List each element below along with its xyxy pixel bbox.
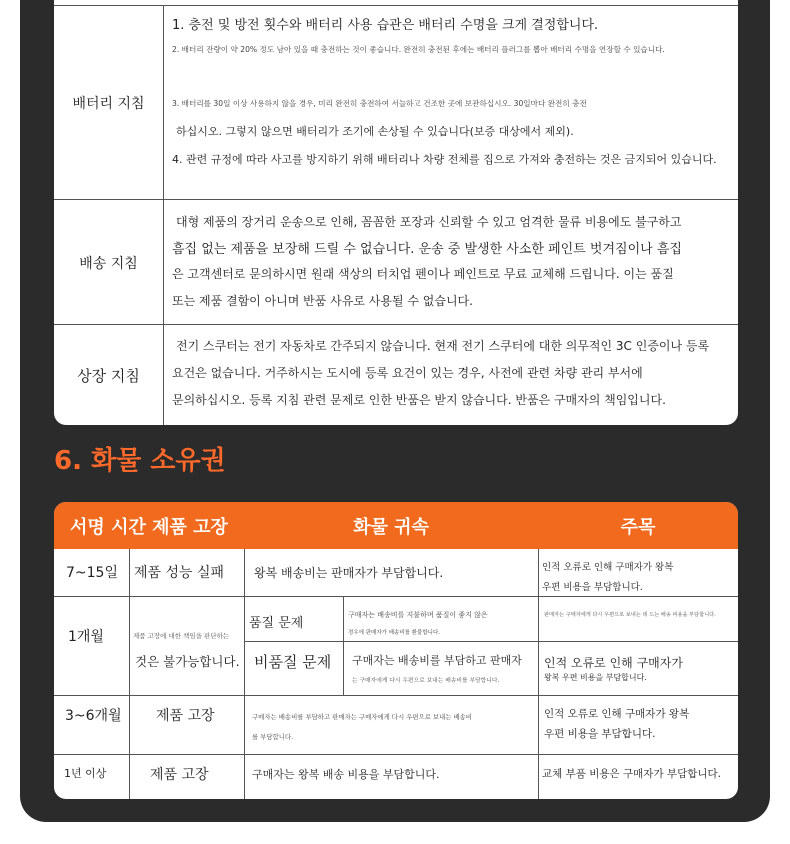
battery-guide-body [172, 6, 730, 200]
quality-text-line: 구매자는 배송비를 지불하며 품질이 좋지 않은 [348, 611, 488, 619]
nonquality-issue-subtext: 는 구매자에게 다시 우편으로 보내는 배송비를 부담합니다. [352, 678, 500, 684]
nonquality-issue-label: 비품질 문제 [254, 653, 332, 671]
license-guide-row [54, 324, 738, 425]
note-cell [544, 704, 689, 744]
nonquality-issue-text: 구매자는 배송비를 부담하고 판매자 [352, 654, 522, 667]
ownership-line: 를 부담합니다. [252, 733, 294, 741]
column-divider [244, 549, 245, 799]
license-line-2: 요건은 없습니다. 거주하시는 도시에 등록 요건이 있는 경우, 사전에 관련 차량 관리 부서에 [172, 366, 643, 380]
ownership-cell: 왕복 배송비는 판매자가 부담합니다. [254, 566, 444, 580]
note-cell [542, 558, 673, 598]
column-divider [129, 549, 130, 799]
condition-small-text: 제품 고장에 대한 책임을 판단하는 [133, 632, 230, 640]
shipping-guide-label: 배송 지침 [54, 200, 164, 325]
quality-note: 판매자는 구매자에게 다시 우편으로 보내는 데 드는 배송 비용을 부담합니다. [544, 612, 716, 618]
note-cell: 교체 부품 비용은 구매자가 부담합니다. [542, 768, 721, 780]
period-cell: 3~6개월 [65, 708, 122, 724]
battery-line-2: 2. 배터리 잔량이 약 20% 정도 남아 있을 때 충전하는 것이 좋습니다. 완전히 충전된 후에는 배터리 플러그를 뽑아 배터리 수명을 연장할 수 있습니다. [172, 45, 665, 54]
header-sign-time: 서명 시간 제품 고장 [70, 516, 228, 538]
row-divider [244, 641, 738, 642]
quality-issue-label: 품질 문제 [249, 616, 304, 631]
period-cell: 1개월 [68, 629, 104, 645]
shipping-line-1: 대형 제품의 장거리 운송으로 인해, 꼼꼼한 포장과 신뢰할 수 있고 엄격한 물류 비용에도 불구하고 [176, 215, 682, 229]
column-divider [538, 549, 539, 799]
quality-issue-text [348, 606, 488, 642]
shipping-guide-row [54, 199, 738, 325]
ownership-line: 구매자는 배송비를 부담하고 판매자는 구매자에게 다시 우편으로 보내는 배송비 [252, 713, 472, 721]
shipping-line-3: 은 고객센터로 문의하시면 원래 색상의 터치업 펜이나 페인트로 무료 교체해 드립니다. 이는 품질 [172, 267, 674, 281]
battery-line-3: 3. 배터리를 30일 이상 사용하지 않을 경우, 미리 완전히 충전하여 서늘하고 건조한 곳에 보관하십시오. 30일마다 완전히 충전 [172, 99, 587, 108]
condition-big-text: 것은 불가능합니다. [135, 654, 240, 669]
quality-text-line: 경우에 판매자가 배송비를 환불합니다. [348, 630, 441, 636]
battery-line-1: 1. 충전 및 방전 횟수와 배터리 사용 습관은 배터리 수명을 크게 결정합니다. [172, 18, 599, 33]
battery-guide-label: 배터리 지침 [54, 6, 164, 200]
shipping-guide-body [172, 200, 730, 325]
period-cell: 7~15일 [66, 565, 118, 581]
column-divider [343, 596, 344, 695]
license-line-3: 문의하십시오. 등록 지침 관련 문제로 인한 반품은 받지 않습니다. 반품은 구매자의 책임입니다. [172, 393, 666, 407]
battery-guide-row [54, 5, 738, 200]
table-header [54, 502, 738, 549]
shipping-line-4: 또는 제품 결함이 아니며 반품 사유로 사용될 수 없습니다. [172, 294, 473, 308]
license-guide-label: 상장 지침 [54, 325, 164, 425]
period-cell: 1년 이상 [64, 767, 107, 780]
issue-cell: 제품 고장 [156, 708, 215, 724]
row-divider [54, 754, 738, 755]
ownership-cell [252, 707, 472, 747]
ownership-cell: 구매자는 왕복 배송 비용을 부담합니다. [252, 768, 440, 781]
guidelines-card [54, 0, 738, 425]
note-line: 인적 오류로 인해 구매자가 왕복 [542, 562, 674, 573]
issue-cell: 제품 고장 [150, 767, 209, 783]
ownership-table [54, 502, 738, 799]
license-line-1: 전기 스쿠터는 전기 자동차로 간주되지 않습니다. 현재 전기 스쿠터에 대한 의무적인 3C 인증이나 등록 [176, 339, 710, 353]
row-divider [54, 695, 738, 696]
nonquality-note-sub: 왕복 우편 비용을 부담합니다. [544, 673, 647, 682]
license-guide-body [172, 325, 730, 425]
note-line: 인적 오류로 인해 구매자가 왕복 [544, 708, 690, 720]
nonquality-note: 인적 오류로 인해 구매자가 [544, 656, 683, 670]
header-note: 주목 [620, 516, 656, 538]
battery-line-3b: 하십시오. 그렇지 않으면 배터리가 조기에 손상될 수 있습니다(보증 대상에서 제외). [176, 125, 574, 138]
section-title: 6. 화물 소유권 [54, 446, 226, 476]
shipping-line-2: 흠집 없는 제품을 보장해 드릴 수 없습니다. 운송 중 발생한 사소한 페인트 벗겨짐이나 흠집 [172, 242, 682, 257]
battery-line-4: 4. 관련 규정에 따라 사고를 방지하기 위해 배터리나 차량 전체를 집으로 가져와 충전하는 것은 금지되어 있습니다. [172, 153, 717, 166]
issue-cell: 제품 성능 실패 [134, 565, 225, 581]
note-line: 우편 비용을 부담합니다. [544, 728, 656, 740]
header-ownership: 화물 귀속 [353, 516, 429, 538]
note-line: 우편 비용을 부담합니다. [542, 582, 643, 593]
